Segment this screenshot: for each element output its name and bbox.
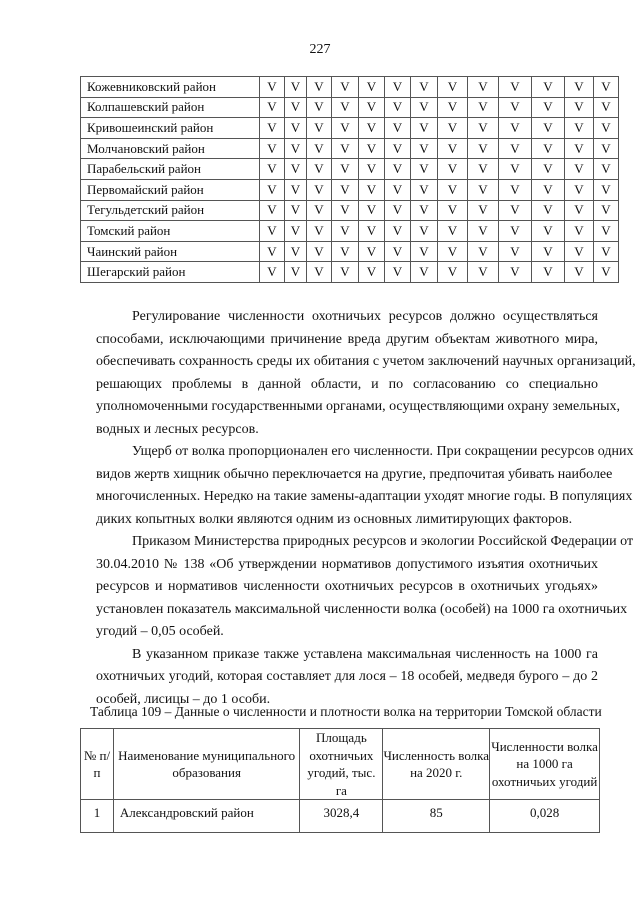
mark-cell: V: [438, 97, 468, 118]
mark-cell: V: [411, 179, 438, 200]
mark-cell: V: [532, 262, 565, 283]
mark-cell: V: [260, 262, 285, 283]
district-name: Первомайский район: [81, 179, 260, 200]
table-row: [81, 800, 600, 833]
district-name: Томский район: [81, 221, 260, 242]
mark-cell: V: [565, 77, 594, 98]
table-row: [81, 241, 619, 262]
mark-cell: V: [532, 179, 565, 200]
cell-name: Александровский район: [113, 800, 300, 833]
header-cell: Наименование муниципального образования: [113, 729, 300, 800]
mark-cell: V: [385, 159, 411, 180]
mark-cell: V: [385, 77, 411, 98]
mark-cell: V: [285, 159, 307, 180]
mark-cell: V: [565, 97, 594, 118]
mark-cell: V: [411, 138, 438, 159]
mark-cell: V: [499, 262, 532, 283]
table-row: [81, 200, 619, 221]
table-row: [81, 77, 619, 98]
mark-cell: V: [260, 77, 285, 98]
text-line: 30.04.2010 № 138 «Об утверждении нормативов допустимого изъятия охотничьих: [96, 556, 598, 572]
text-line: видов жертв хищник обычно переключается на другие, предпочитая убивать наиболее: [96, 466, 613, 482]
mark-cell: V: [385, 138, 411, 159]
mark-cell: V: [332, 138, 359, 159]
paragraph: [96, 441, 634, 531]
mark-cell: V: [594, 97, 619, 118]
mark-cell: V: [359, 200, 385, 221]
mark-cell: V: [385, 241, 411, 262]
mark-cell: V: [594, 241, 619, 262]
mark-cell: V: [260, 200, 285, 221]
mark-cell: V: [499, 221, 532, 242]
text-line: В указанном приказе также уставлена максимальная численность на 1000 га: [132, 646, 598, 662]
mark-cell: V: [532, 77, 565, 98]
district-name: Тегульдетский район: [81, 200, 260, 221]
mark-cell: V: [285, 118, 307, 139]
text-line: обеспечивать сохранность среды их обитания с учетом заключений научных организаций,: [96, 354, 636, 369]
mark-cell: V: [565, 262, 594, 283]
mark-cell: V: [411, 77, 438, 98]
text-line: установлен показатель максимальной численности волка (особей) на 1000 га охотничьих: [96, 601, 628, 617]
mark-cell: V: [411, 97, 438, 118]
mark-cell: V: [594, 118, 619, 139]
text-line: Ущерб от волка пропорционален его численности. При сокращении ресурсов одних: [132, 444, 634, 459]
header-cell: Численность волка на 2020 г.: [383, 729, 490, 800]
district-name: Колпашевский район: [81, 97, 260, 118]
paragraph: [96, 644, 598, 712]
mark-cell: V: [307, 200, 332, 221]
mark-cell: V: [385, 97, 411, 118]
mark-cell: V: [565, 221, 594, 242]
mark-cell: V: [594, 221, 619, 242]
mark-cell: V: [307, 159, 332, 180]
header-cell: Численности волка на 1000 га охотничьих угодий: [490, 729, 600, 800]
mark-cell: V: [499, 138, 532, 159]
mark-cell: V: [285, 241, 307, 262]
mark-cell: V: [438, 200, 468, 221]
mark-cell: V: [499, 118, 532, 139]
mark-cell: V: [359, 221, 385, 242]
wolf-density-table: [80, 728, 600, 833]
mark-cell: V: [359, 159, 385, 180]
text-line: способами, исключающими причинение вреда другим объектам животного мира,: [96, 331, 598, 347]
text-line: охотничьих угодий, которая составляет для лося – 18 особей, медведя бурого – до 2: [96, 669, 598, 684]
mark-cell: V: [260, 118, 285, 139]
cell-count: 85: [383, 800, 490, 833]
mark-cell: V: [285, 97, 307, 118]
mark-cell: V: [468, 159, 499, 180]
mark-cell: V: [285, 200, 307, 221]
text-line: угодий – 0,05 особей.: [96, 624, 224, 639]
mark-cell: V: [260, 97, 285, 118]
mark-cell: V: [260, 179, 285, 200]
text-line: Регулирование численности охотничьих ресурсов должно осуществляться: [132, 309, 598, 324]
district-name: Парабельский район: [81, 159, 260, 180]
mark-cell: V: [260, 159, 285, 180]
table-row: [81, 97, 619, 118]
district-name: Кожевниковский район: [81, 77, 260, 98]
paragraph: [96, 531, 634, 644]
mark-cell: V: [532, 159, 565, 180]
mark-cell: V: [532, 138, 565, 159]
mark-cell: V: [359, 97, 385, 118]
mark-cell: V: [307, 262, 332, 283]
mark-cell: V: [438, 138, 468, 159]
paragraph: [96, 306, 636, 441]
mark-cell: V: [438, 241, 468, 262]
header-cell: № п/п: [81, 729, 114, 800]
mark-cell: V: [594, 138, 619, 159]
mark-cell: V: [468, 179, 499, 200]
mark-cell: V: [285, 221, 307, 242]
cell-density: 0,028: [490, 800, 600, 833]
text-line: диких копытных волки являются одним из основных лимитирующих факторов.: [96, 511, 573, 527]
district-name: Молчановский район: [81, 138, 260, 159]
page-number: 227: [309, 42, 331, 57]
district-name: Чаинский район: [81, 241, 260, 262]
mark-cell: V: [532, 241, 565, 262]
mark-cell: V: [499, 97, 532, 118]
mark-cell: V: [532, 97, 565, 118]
mark-cell: V: [332, 77, 359, 98]
mark-cell: V: [411, 241, 438, 262]
mark-cell: V: [332, 221, 359, 242]
text-line: водных и лесных ресурсов.: [96, 421, 259, 437]
mark-cell: V: [307, 118, 332, 139]
mark-cell: V: [565, 179, 594, 200]
mark-cell: V: [594, 179, 619, 200]
mark-cell: V: [594, 159, 619, 180]
district-name: Кривошеинский район: [81, 118, 260, 139]
mark-cell: V: [307, 221, 332, 242]
table-row: [81, 138, 619, 159]
mark-cell: V: [565, 241, 594, 262]
mark-cell: V: [438, 118, 468, 139]
text-line: решающих проблемы в данной области, и по согласованию со специально: [96, 376, 598, 392]
mark-cell: V: [532, 200, 565, 221]
mark-cell: V: [385, 221, 411, 242]
mark-cell: V: [411, 118, 438, 139]
mark-cell: V: [411, 159, 438, 180]
table-row: [81, 262, 619, 283]
mark-cell: V: [385, 200, 411, 221]
mark-cell: V: [260, 221, 285, 242]
mark-cell: V: [385, 262, 411, 283]
mark-cell: V: [468, 97, 499, 118]
mark-cell: V: [332, 118, 359, 139]
table-caption: Таблица 109 – Данные о численности и плотности волка на территории Томской области: [90, 704, 602, 719]
mark-cell: V: [468, 77, 499, 98]
text-line: уполномоченными государственными органами, осуществляющими охрану земельных,: [96, 399, 621, 414]
mark-cell: V: [499, 241, 532, 262]
text-line: многочисленных. Нередко на такие замены-адаптации уходят многие годы. В популяциях: [96, 489, 633, 504]
table-row: [81, 179, 619, 200]
mark-cell: V: [594, 200, 619, 221]
mark-cell: V: [285, 179, 307, 200]
mark-cell: V: [285, 262, 307, 283]
table-row: [81, 118, 619, 139]
mark-cell: V: [468, 241, 499, 262]
cell-area: 3028,4: [300, 800, 383, 833]
mark-cell: V: [359, 241, 385, 262]
mark-cell: V: [565, 200, 594, 221]
mark-cell: V: [411, 200, 438, 221]
district-marks-table: [80, 76, 619, 283]
text-line: особей, лисицы – до 1 особи.: [96, 691, 271, 707]
mark-cell: V: [332, 159, 359, 180]
mark-cell: V: [565, 138, 594, 159]
mark-cell: V: [307, 138, 332, 159]
header-cell: Площадь охотничьих угодий, тыс. га: [300, 729, 383, 800]
mark-cell: V: [565, 159, 594, 180]
mark-cell: V: [468, 262, 499, 283]
mark-cell: V: [285, 77, 307, 98]
mark-cell: V: [332, 200, 359, 221]
mark-cell: V: [332, 262, 359, 283]
mark-cell: V: [532, 118, 565, 139]
mark-cell: V: [385, 118, 411, 139]
table-row: [81, 159, 619, 180]
mark-cell: V: [359, 77, 385, 98]
mark-cell: V: [332, 241, 359, 262]
mark-cell: V: [359, 138, 385, 159]
mark-cell: V: [565, 118, 594, 139]
text-line: Приказом Министерства природных ресурсов и экологии Российской Федерации от: [132, 534, 634, 549]
mark-cell: V: [285, 138, 307, 159]
mark-cell: V: [468, 118, 499, 139]
cell-number: 1: [81, 800, 114, 833]
mark-cell: V: [411, 221, 438, 242]
mark-cell: V: [468, 138, 499, 159]
mark-cell: V: [438, 221, 468, 242]
mark-cell: V: [332, 97, 359, 118]
mark-cell: V: [499, 159, 532, 180]
table-header-row: [81, 729, 600, 800]
mark-cell: V: [499, 179, 532, 200]
text-line: ресурсов и нормативов численности охотничьих ресурсов в охотничьих угодьях»: [96, 579, 598, 594]
mark-cell: V: [532, 221, 565, 242]
table-row: [81, 221, 619, 242]
district-name: Шегарский район: [81, 262, 260, 283]
mark-cell: V: [438, 262, 468, 283]
mark-cell: V: [499, 200, 532, 221]
mark-cell: V: [307, 179, 332, 200]
mark-cell: V: [359, 118, 385, 139]
mark-cell: V: [438, 77, 468, 98]
mark-cell: V: [438, 159, 468, 180]
mark-cell: V: [359, 179, 385, 200]
mark-cell: V: [594, 77, 619, 98]
mark-cell: V: [438, 179, 468, 200]
mark-cell: V: [332, 179, 359, 200]
mark-cell: V: [385, 179, 411, 200]
mark-cell: V: [307, 97, 332, 118]
mark-cell: V: [359, 262, 385, 283]
mark-cell: V: [468, 200, 499, 221]
mark-cell: V: [260, 138, 285, 159]
body-text: [96, 306, 636, 711]
mark-cell: V: [594, 262, 619, 283]
mark-cell: V: [411, 262, 438, 283]
mark-cell: V: [307, 241, 332, 262]
mark-cell: V: [260, 241, 285, 262]
mark-cell: V: [307, 77, 332, 98]
mark-cell: V: [468, 221, 499, 242]
mark-cell: V: [499, 77, 532, 98]
